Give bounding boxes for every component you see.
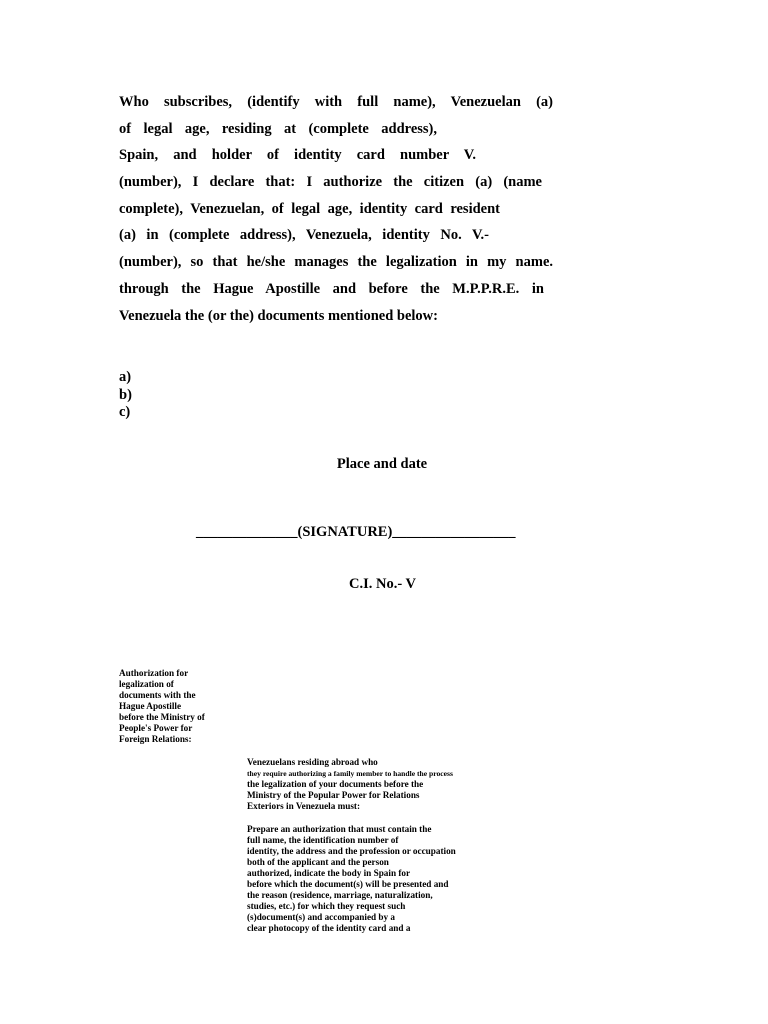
side-note <box>119 668 229 745</box>
declaration-line: Spain, and holder of identity card number V. <box>119 147 476 164</box>
place-and-date <box>0 456 768 473</box>
signature-line: ______________(SIGNATURE)_________________ <box>196 524 516 540</box>
declaration-line: complete), Venezuelan, of legal age, identity card resident <box>119 200 500 217</box>
ci-number: C.I. No.- V <box>349 576 416 592</box>
instructions-line: Prepare an authorization that must contain the <box>247 823 432 834</box>
instructions-line: full name, the identification number of <box>247 834 399 845</box>
paragraph-gap <box>247 812 487 823</box>
instructions-line: the reason (residence, marriage, naturalization, <box>247 890 433 901</box>
instructions-line: (s)document(s) and accompanied by a <box>247 912 396 923</box>
instructions-line: they require authorizing a family member to handle the process <box>247 769 453 779</box>
list-item: b) <box>119 386 132 403</box>
instructions-line: the legalization of your documents before the <box>247 779 424 790</box>
declaration-line: Venezuela the (or the) documents mentioned below: <box>119 307 438 324</box>
declaration-paragraph <box>119 93 553 333</box>
declaration-line: (a) in (complete address), Venezuela, identity No. V.- <box>119 227 489 244</box>
instructions-line: authorized, indicate the body in Spain for <box>247 867 411 878</box>
instructions-line: Ministry of the Popular Power for Relations <box>247 790 420 801</box>
side-note-line: before the Ministry of <box>119 712 205 722</box>
side-note-line: People's Power for <box>119 723 193 733</box>
declaration-line: through the Hague Apostille and before the M.P.P.R.E. in <box>119 280 544 297</box>
side-note-line: Foreign Relations: <box>119 734 192 744</box>
instructions-note <box>247 757 487 935</box>
list-item: c) <box>119 404 131 420</box>
side-note-line: documents with the <box>119 690 196 700</box>
instructions-line: identity, the address and the profession or occupation <box>247 845 456 856</box>
declaration-line: (number), I declare that: I authorize the citizen (a) (name <box>119 174 542 191</box>
side-note-line: Authorization for <box>119 668 189 678</box>
place-and-date-text: Place and date <box>336 456 428 472</box>
side-note-line: Hague Apostille <box>119 701 182 711</box>
instructions-line: Venezuelans residing abroad who <box>247 757 378 767</box>
documents-list <box>119 368 132 421</box>
declaration-line: (number), so that he/she manages the legalization in my name. <box>119 254 553 271</box>
instructions-line: Exteriors in Venezuela must: <box>247 801 361 812</box>
side-note-line: legalization of <box>119 679 174 689</box>
instructions-line: clear photocopy of the identity card and a <box>247 923 411 934</box>
list-item: a) <box>119 369 132 385</box>
instructions-line: studies, etc.) for which they request such <box>247 901 406 912</box>
instructions-line: both of the applicant and the person <box>247 856 389 867</box>
declaration-line: of legal age, residing at (complete address), <box>119 120 437 137</box>
instructions-line: before which the document(s) will be presented and <box>247 879 449 890</box>
declaration-line: Who subscribes, (identify with full name), Venezuelan (a) <box>119 94 553 110</box>
